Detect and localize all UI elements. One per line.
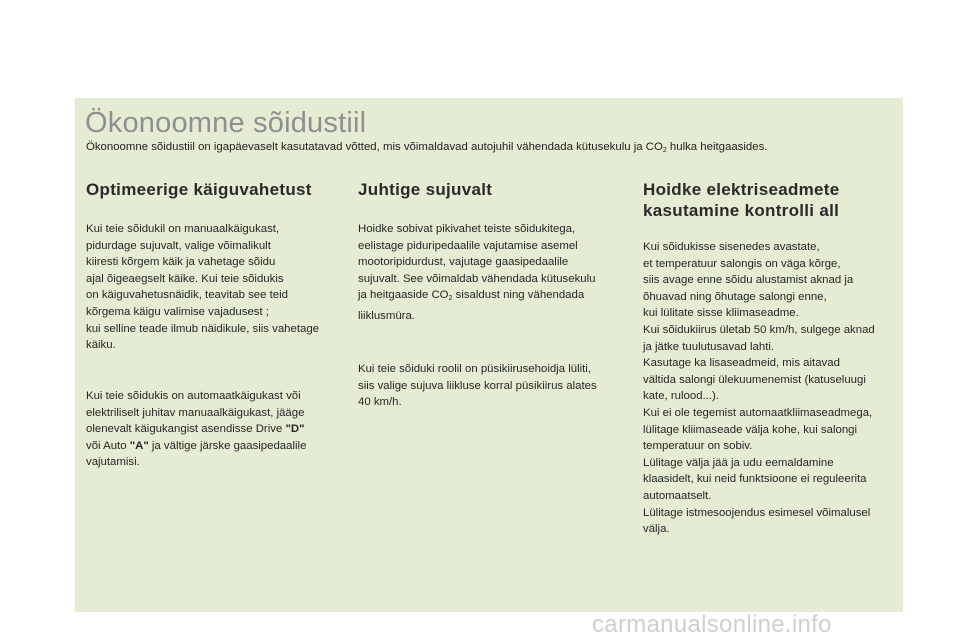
col1-paragraph-1 bbox=[86, 221, 351, 354]
col3-line: Kui sõidukisse sisenedes avastate, bbox=[643, 241, 820, 253]
col1-p2-line: Kui teie sõidukis on automaatkäigukast või bbox=[86, 390, 301, 402]
col1-p1-line: kõrgema käigu valimise vajadusest ; bbox=[86, 305, 269, 318]
col3-paragraph bbox=[643, 239, 901, 538]
col2-p1-line: liiklusmüra. bbox=[358, 309, 415, 322]
intro-text-main: Ökonoomne sõidustiil on igapäevaselt kasutatavad võtted, mis võimaldavad autojuhil vähendada kütusekulu ja CO bbox=[86, 141, 663, 153]
col2-paragraph-1 bbox=[358, 221, 628, 325]
col1-body bbox=[86, 221, 351, 354]
col2-p1-line: sujuvalt. See võimaldab vähendada kütusekulu bbox=[358, 272, 596, 285]
col2-p2-line: 40 km/h. bbox=[358, 396, 402, 409]
col1-p2-line: olenevalt käigukangist asendisse Drive bbox=[86, 423, 286, 436]
col2-body bbox=[358, 221, 628, 325]
col3-heading bbox=[643, 179, 840, 221]
col3-line: vältida salongi ülekuumenemist (katuseluugi bbox=[643, 373, 866, 386]
intro-subscript: 2 bbox=[662, 147, 667, 154]
col3-line: Kasutage ka lisaseadmeid, mis aitavad bbox=[643, 357, 840, 370]
col2-paragraph-2 bbox=[358, 361, 628, 411]
col2-body-2 bbox=[358, 361, 628, 411]
col2-heading: Juhtige sujuvalt bbox=[358, 180, 493, 199]
col3-body bbox=[643, 239, 901, 538]
col2-p1-line: Hoidke sobivat pikivahet teiste sõidukitega, bbox=[358, 223, 576, 235]
col1-p2-line: elektriliselt juhitav manuaalkäigukast, jääge bbox=[86, 406, 305, 419]
col3-line: lülitage kliimaseade välja kohe, kui salongi bbox=[643, 423, 858, 436]
watermark: carmanualsonline.info bbox=[592, 611, 832, 638]
col1-p1-line: on käiguvahetusnäidik, teavitab see teid bbox=[86, 289, 289, 302]
col1-body-2 bbox=[86, 388, 351, 471]
col1-p1-line: pidurdage sujuvalt, valige võimalikult bbox=[86, 239, 271, 252]
col2-p1-line: ja heitgaaside CO bbox=[358, 289, 449, 302]
col2-p1-line: eelistage piduripedaalile vajutamise asemel bbox=[358, 239, 578, 252]
col1-p1-line: ajal õigeaegselt käike. Kui teie sõidukis bbox=[86, 272, 284, 285]
auto-mode-label: "A" bbox=[129, 439, 149, 452]
drive-mode-label: "D" bbox=[285, 423, 305, 436]
col2-p1-line: mootoripidurdust, vajutage gaasipedaalile bbox=[358, 256, 569, 269]
col3-line: Kui sõidukiirus ületab 50 km/h, sulgege aknad bbox=[643, 323, 875, 336]
col1-p2-line: vajutamisi. bbox=[86, 456, 140, 469]
col3-line: õhuavad ning õhutage salongi enne, bbox=[643, 290, 827, 303]
col3-line: kate, rulood...). bbox=[643, 390, 719, 403]
col2-p2-line: Kui teie sõiduki roolil on püsikiirusehoidja lüliti, bbox=[358, 363, 591, 375]
col3-line: Lülitage välja jää ja udu eemaldamine bbox=[643, 456, 834, 469]
col1-p1-line: käiku. bbox=[86, 339, 116, 352]
col3-line: automaatselt. bbox=[643, 489, 712, 502]
intro-text-end: hulka heitgaasides. bbox=[666, 141, 768, 153]
col1-p2-line: ja vältige järske gaasipedaalile bbox=[148, 439, 307, 452]
intro-text bbox=[86, 140, 886, 158]
col3-line: Kui ei ole tegemist automaatkliimaseadmega, bbox=[643, 406, 873, 419]
col2-p2-line: siis valige sujuva liikluse korral püsikiirus alates bbox=[358, 379, 597, 392]
col1-heading: Optimeerige käiguvahetust bbox=[86, 180, 312, 199]
col3-line: välja. bbox=[643, 523, 670, 536]
col3-line: siis avage enne sõidu alustamist aknad ja bbox=[643, 274, 854, 287]
page-title: Ökonoomne sõidustiil bbox=[85, 107, 367, 139]
col1-p1-line: Kui teie sõidukil on manuaalkäigukast, bbox=[86, 223, 280, 235]
col3-line: ja jätke tuulutusavad lahti. bbox=[643, 340, 775, 353]
col3-line: Lülitage istmesoojendus esimesel võimalusel bbox=[643, 506, 871, 519]
col1-paragraph-2 bbox=[86, 388, 351, 471]
col1-p1-line: kui selline teade ilmub näidikule, siis vahetage bbox=[86, 322, 320, 335]
col3-line: temperatuur on sobiv. bbox=[643, 440, 753, 453]
col3-line: klaasidelt, kui neid funktsioone ei reguleerita bbox=[643, 473, 867, 486]
col3-line: kui lülitate sisse kliimaseadme. bbox=[643, 307, 799, 320]
col1-p1-line: kiiresti kõrgem käik ja vahetage sõidu bbox=[86, 256, 276, 269]
co2-subscript: 2 bbox=[448, 295, 453, 303]
col3-heading-line: kasutamine kontrolli all bbox=[643, 201, 840, 220]
col2-p1-line: sisaldust ning vähendada bbox=[452, 289, 585, 302]
col1-p2-line: või Auto bbox=[86, 439, 130, 452]
col3-heading-line: Hoidke elektriseadmete bbox=[643, 180, 840, 199]
col3-line: et temperatuur salongis on väga kõrge, bbox=[643, 257, 841, 270]
